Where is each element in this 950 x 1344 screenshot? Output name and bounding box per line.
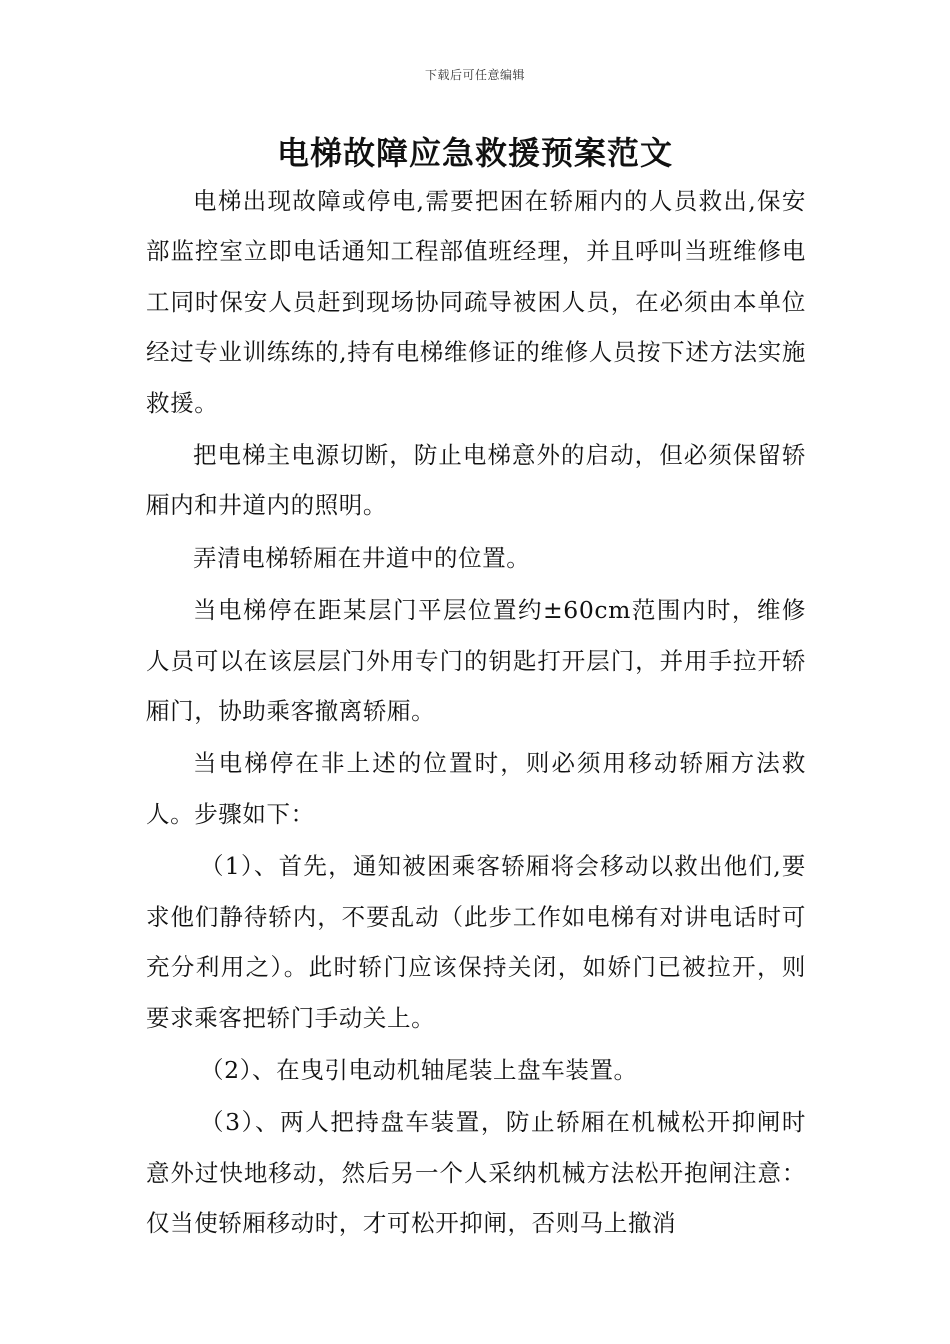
header-note: 下载后可任意编辑	[424, 68, 525, 82]
paragraph-intro: 电梯出现故障或停电,需要把困在轿厢内的人员救出,保安部监控室立即电话通知工程部值班经理，并且呼叫当班维修电工同时保安人员赶到现场协同疏导被困人员，在必须由本单位经过专业训练练的,持有电梯维修证的维修人员按下述方法实施救援。	[146, 187, 806, 417]
paragraph-cut-power: 把电梯主电源切断，防止电梯意外的启动，但必须保留轿厢内和井道内的照明。	[146, 441, 806, 520]
document-body	[146, 176, 806, 1251]
paragraph-step-2: （2）、在曳引电动机轴尾装上盘车装置。	[200, 1055, 638, 1084]
paragraph-near-landing: 当电梯停在距某层门平层位置约±60cm范围内时，维修人员可以在该层层门外用专门的钥匙打开层门，并用手拉开轿厢门，协助乘客撤离轿厢。	[146, 596, 806, 726]
document-title: 电梯故障应急救援预案范文	[276, 134, 673, 172]
paragraph-move-car: 当电梯停在非上述的位置时，则必须用移动轿厢方法救人。步骤如下：	[146, 749, 806, 828]
paragraph-step-1: （1）、首先，通知被困乘客轿厢将会移动以救出他们,要求他们静待轿内，不要乱动（此步工作如电梯有对讲电话时可充分利用之）。此时轿门应该保持关闭，如娇门已被拉开，则要求乘客把轿门手动关上。	[146, 852, 806, 1032]
paragraph-step-3: （3）、两人把持盘车装置，防止轿厢在机械松开抑闸时意外过快地移动，然后另一个人采纳机械方法松开抱闸注意：仅当使轿厢移动时，才可松开抑闸，否则马上撤消	[146, 1108, 806, 1238]
paragraph-locate-car: 弄清电梯轿厢在井道中的位置。	[193, 543, 531, 572]
